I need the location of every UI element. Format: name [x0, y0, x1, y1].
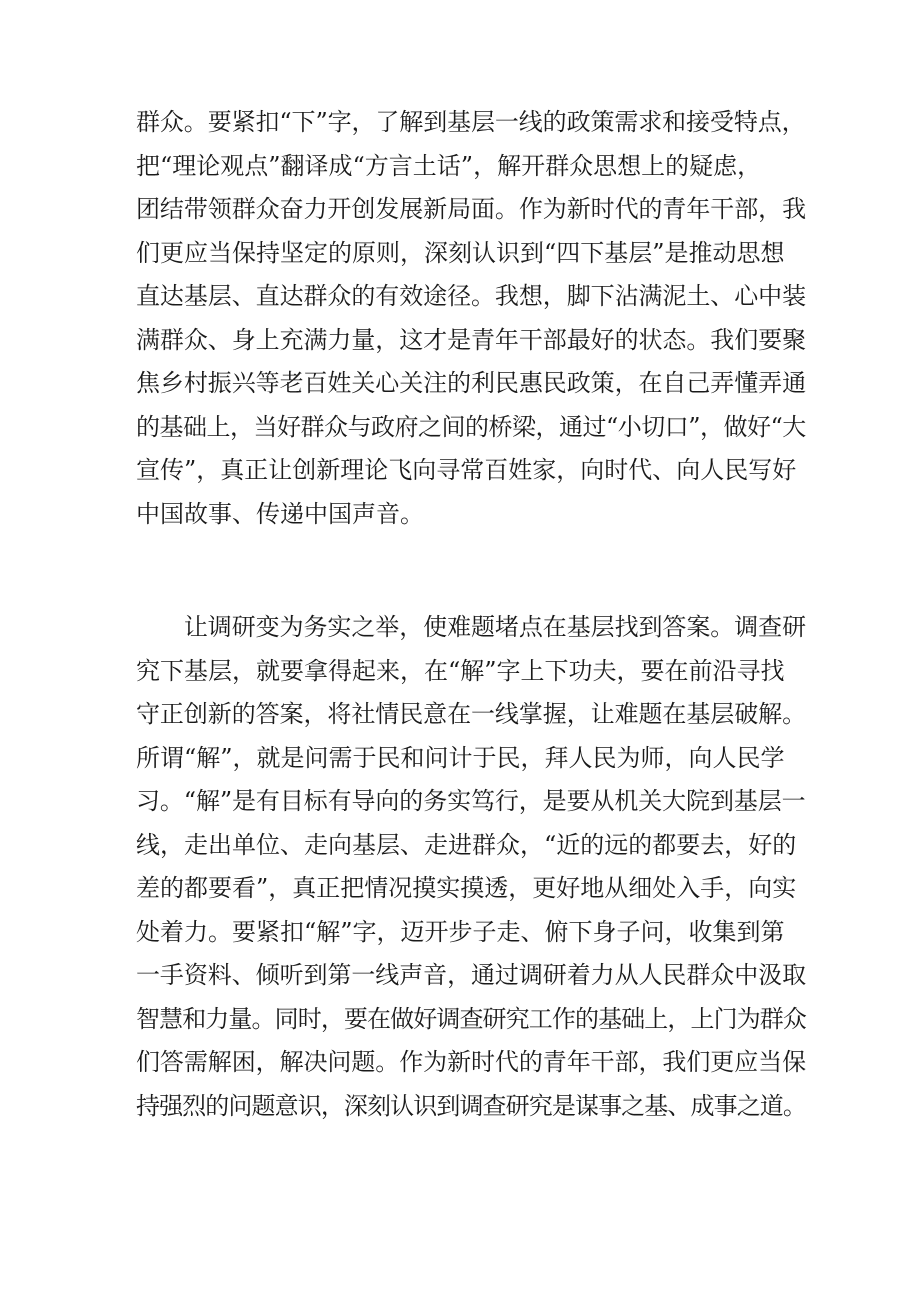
paragraph-1-line-3: 团结带领群众奋力开创发展新局面。作为新时代的青年干部，我 [136, 195, 806, 223]
paragraph-1-line-4: 们更应当保持坚定的原则，深刻认识到“四下基层”是推动思想 [136, 238, 785, 267]
paragraph-1-line-2: 把“理论观点”翻译成“方言土话”，解开群众思想上的疑虑， [136, 151, 762, 180]
paragraph-2-line-4: 所谓“解”，就是问需于民和问计于民，拜人民为师，向人民学 [136, 743, 785, 772]
paragraph-2-line-3: 守正创新的答案，将社情民意在一线掌握，让难题在基层破解。 [136, 700, 806, 728]
paragraph-2-line-9: 一手资料、倾听到第一线声音，通过调研着力从人民群众中汲取 [136, 961, 806, 989]
paragraph-1-line-7: 焦乡村振兴等老百姓关心关注的利民惠民政策，在自己弄懂弄通 [136, 369, 806, 397]
paragraph-1-line-5: 直达基层、直达群众的有效途径。我想，脚下沾满泥土、心中装 [136, 282, 806, 310]
paragraph-2-line-10: 智慧和力量。同时，要在做好调查研究工作的基础上，上门为群众 [136, 1004, 806, 1033]
paragraph-2-line-6: 线，走出单位、走向基层、走进群众，“近的远的都要去，好的 [136, 830, 797, 859]
paragraph-2-line-8: 处着力。要紧扣“解”字，迈开步子走、俯下身子问，收集到第 [136, 917, 785, 946]
paragraph-1-line-6: 满群众、身上充满力量，这才是青年干部最好的状态。我们要聚 [136, 325, 806, 354]
paragraph-1-line-10: 中国故事、传递中国声音。 [136, 499, 424, 528]
paragraph-1 [136, 101, 806, 536]
paragraph-2-line-11: 们答需解困，解决问题。作为新时代的青年干部，我们更应当保 [136, 1048, 806, 1076]
paragraph-1-line-8: 的基础上，当好群众与政府之间的桥梁，通过“小切口”，做好“大 [136, 412, 806, 441]
paragraph-2-line-12: 持强烈的问题意识，深刻认识到调查研究是谋事之基、成事之道。 [136, 1091, 806, 1120]
paragraph-1-line-1: 群众。要紧扣“下”字，了解到基层一线的政策需求和接受特点， [136, 108, 806, 136]
paragraph-1-line-9: 宣传”，真正让创新理论飞向寻常百姓家，向时代、向人民写好 [136, 456, 797, 484]
paragraph-2-line-7: 差的都要看”，真正把情况摸实摸透，更好地从细处入手，向实 [136, 874, 797, 902]
paragraph-2-line-1: 让调研变为务实之举，使难题堵点在基层找到答案。调查研 [136, 613, 806, 641]
paragraph-2 [136, 606, 806, 1128]
paragraph-2-line-2: 究下基层，就要拿得起来，在“解”字上下功夫，要在前沿寻找 [136, 656, 785, 685]
paragraph-2-line-5: 习。“解”是有目标有导向的务实笃行，是要从机关大院到基层一 [136, 787, 806, 815]
